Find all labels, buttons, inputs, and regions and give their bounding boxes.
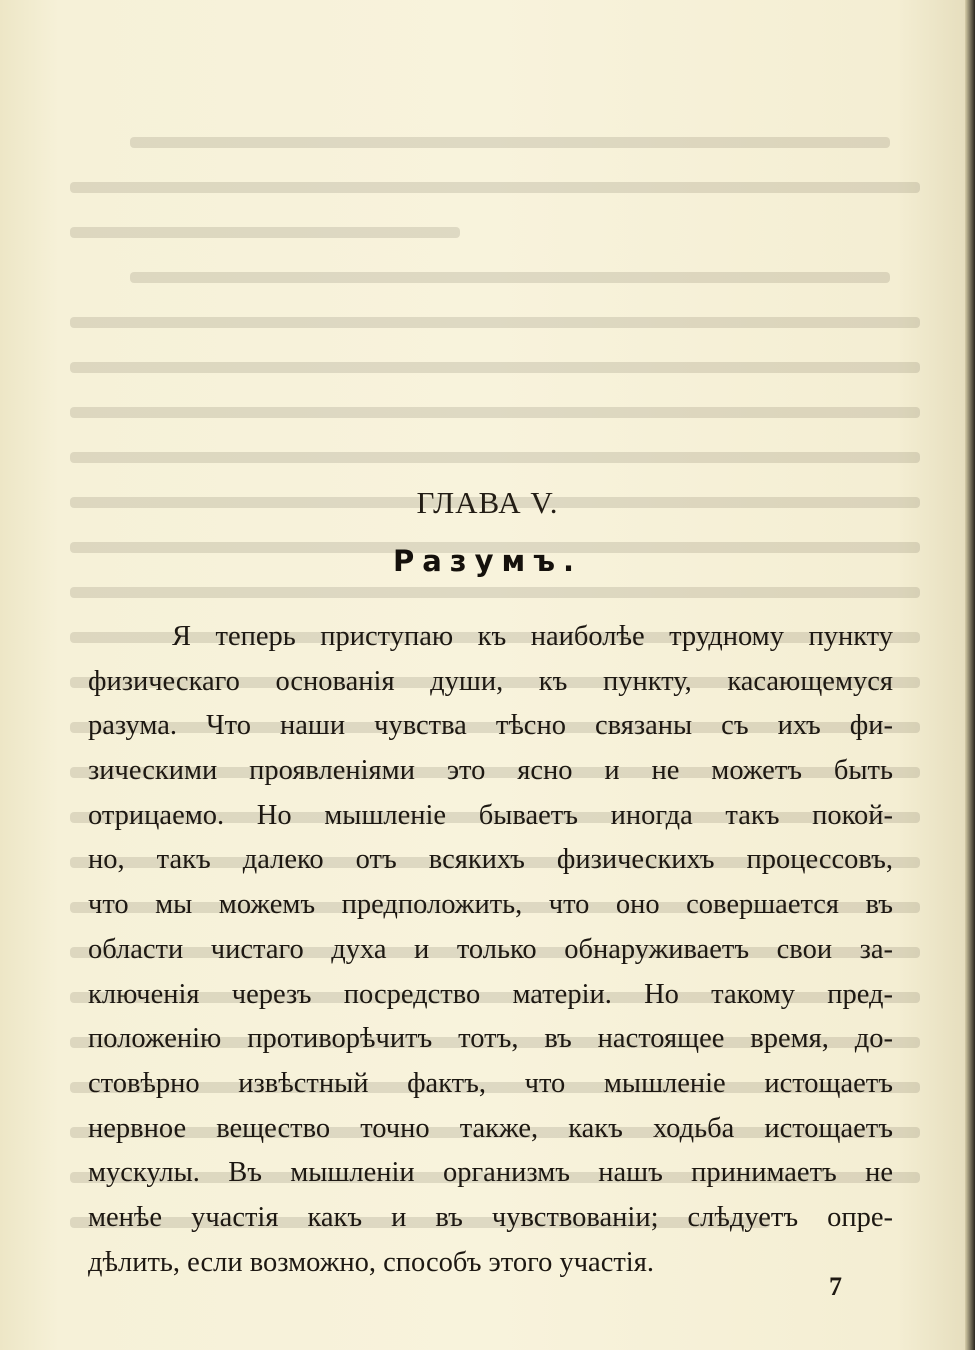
text-line: мускулы. Въ мышленіи организмъ нашъ принимаетъ не: [88, 1157, 893, 1189]
text-line: ключенія черезъ посредство матеріи. Но такому пред-: [88, 978, 893, 1010]
text-line: положенію противорѣчитъ тотъ, въ настоящее время, до-: [88, 1023, 893, 1055]
text-line: что мы можемъ предположить, что оно совершается въ: [88, 889, 893, 921]
text-line: но, такъ далеко отъ всякихъ физическихъ процессовъ,: [88, 844, 893, 876]
text-line: области чистаго духа и только обнаруживаетъ свои за-: [88, 933, 893, 965]
body-paragraph: [88, 615, 893, 1285]
text-line: физическаго основанія души, къ пункту, касающемуся: [88, 665, 893, 697]
text-line: менѣе участія какъ и въ чувствованіи; слѣдуетъ опре-: [88, 1201, 893, 1233]
text-line: стовѣрно извѣстный фактъ, что мышленіе истощаетъ: [88, 1067, 893, 1099]
text-line: нервное вещество точно также, какъ ходьба истощаетъ: [88, 1112, 893, 1144]
page-number: 7: [829, 1272, 842, 1301]
chapter-heading: ГЛАВА V.: [416, 485, 559, 520]
page-edge-shadow: [965, 0, 975, 1350]
text-line: дѣлить, если возможно, способъ этого участія.: [88, 1246, 654, 1278]
chapter-title: Разумъ.: [392, 544, 583, 578]
text-line: отрицаемо. Но мышленіе бываетъ иногда такъ покой-: [88, 799, 893, 831]
text-line: зическими проявленіями это ясно и не можетъ быть: [88, 755, 893, 787]
text-line: разума. Что наши чувства тѣсно связаны съ ихъ фи-: [88, 710, 893, 742]
text-line: Я теперь приступаю къ наиболѣе трудному пункту: [172, 621, 893, 652]
